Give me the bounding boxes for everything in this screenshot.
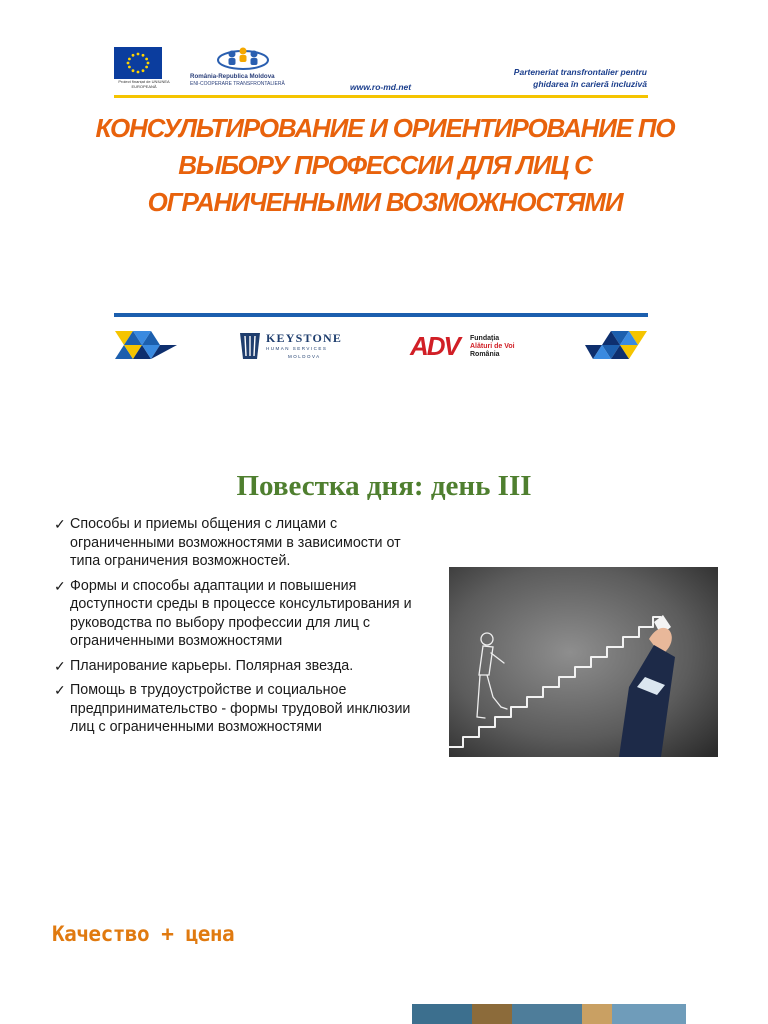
keystone-country: MOLDOVA <box>288 354 321 359</box>
adv-foundation-line-3: România <box>470 351 500 358</box>
partnership-tagline <box>482 66 647 90</box>
agenda-item-text: Формы и способы адаптации и повышения доступности среды в процессе консультирования и руководства по выбору профессии для лиц с ограниченными возможностями <box>70 577 412 649</box>
website-link[interactable]: www.ro-md.net <box>350 82 412 92</box>
checkmark-icon: ✓ <box>54 577 66 594</box>
list-item <box>54 681 414 737</box>
adv-foundation-line-2: Alături de Voi <box>470 343 515 350</box>
header-divider <box>114 95 648 98</box>
keystone-subtitle: HUMAN SERVICES <box>266 346 328 351</box>
eu-flag-icon <box>114 47 162 79</box>
main-title: КОНСУЛЬТИРОВАНИЕ И ОРИЕНТИРОВАНИЕ ПО ВЫБОРУ ПРОФЕССИИ ДЛЯ ЛИЦ С ОГРАНИЧЕННЫМИ ВОЗМОЖНОСТЯМИ <box>95 113 675 217</box>
partners-divider <box>114 313 648 317</box>
list-item <box>54 515 414 571</box>
partnership-line-1: Parteneriat transfrontalier pentru <box>513 67 647 77</box>
agenda-item-text: Помощь в трудоустройстве и социальное предпринимательство - формы трудовой инклюзии лиц с ограниченными возможностями <box>70 682 411 735</box>
price-heading: Качество + цена <box>52 922 235 946</box>
program-subtitle: ENI-COOPERARE TRANSFRONTALIERĂ <box>190 81 285 87</box>
keystone-name: KEYSTONE <box>266 331 343 345</box>
keystone-logo-icon <box>238 331 262 361</box>
bottom-image <box>412 1004 686 1024</box>
checkmark-icon: ✓ <box>54 657 66 674</box>
career-staircase-image <box>449 567 718 757</box>
triangle-pattern-icon <box>583 325 649 365</box>
agenda-title: Повестка дня: день III <box>236 470 532 502</box>
program-title: România-Republica Moldova <box>190 73 275 80</box>
list-item <box>54 577 414 651</box>
agenda-item-text: Планирование карьеры. Полярная звезда. <box>70 657 354 674</box>
adv-logo: ADV <box>410 331 459 361</box>
eu-caption: Proiect finanțat de UNIUNEA EUROPEANĂ <box>118 79 170 89</box>
triangle-pattern-icon <box>113 325 179 365</box>
network-logo-icon <box>216 44 270 72</box>
list-item <box>54 657 414 676</box>
partnership-line-2: ghidarea în carieră incluzivă <box>533 79 647 89</box>
checkmark-icon: ✓ <box>54 682 66 698</box>
agenda-item-text: Способы и приемы общения с лицами с ограниченными возможностями в зависимости от типа ограничения возможностей. <box>70 516 401 569</box>
agenda-list <box>54 515 414 743</box>
adv-foundation-line-1: Fundația <box>470 335 500 342</box>
checkmark-icon: ✓ <box>54 516 66 532</box>
